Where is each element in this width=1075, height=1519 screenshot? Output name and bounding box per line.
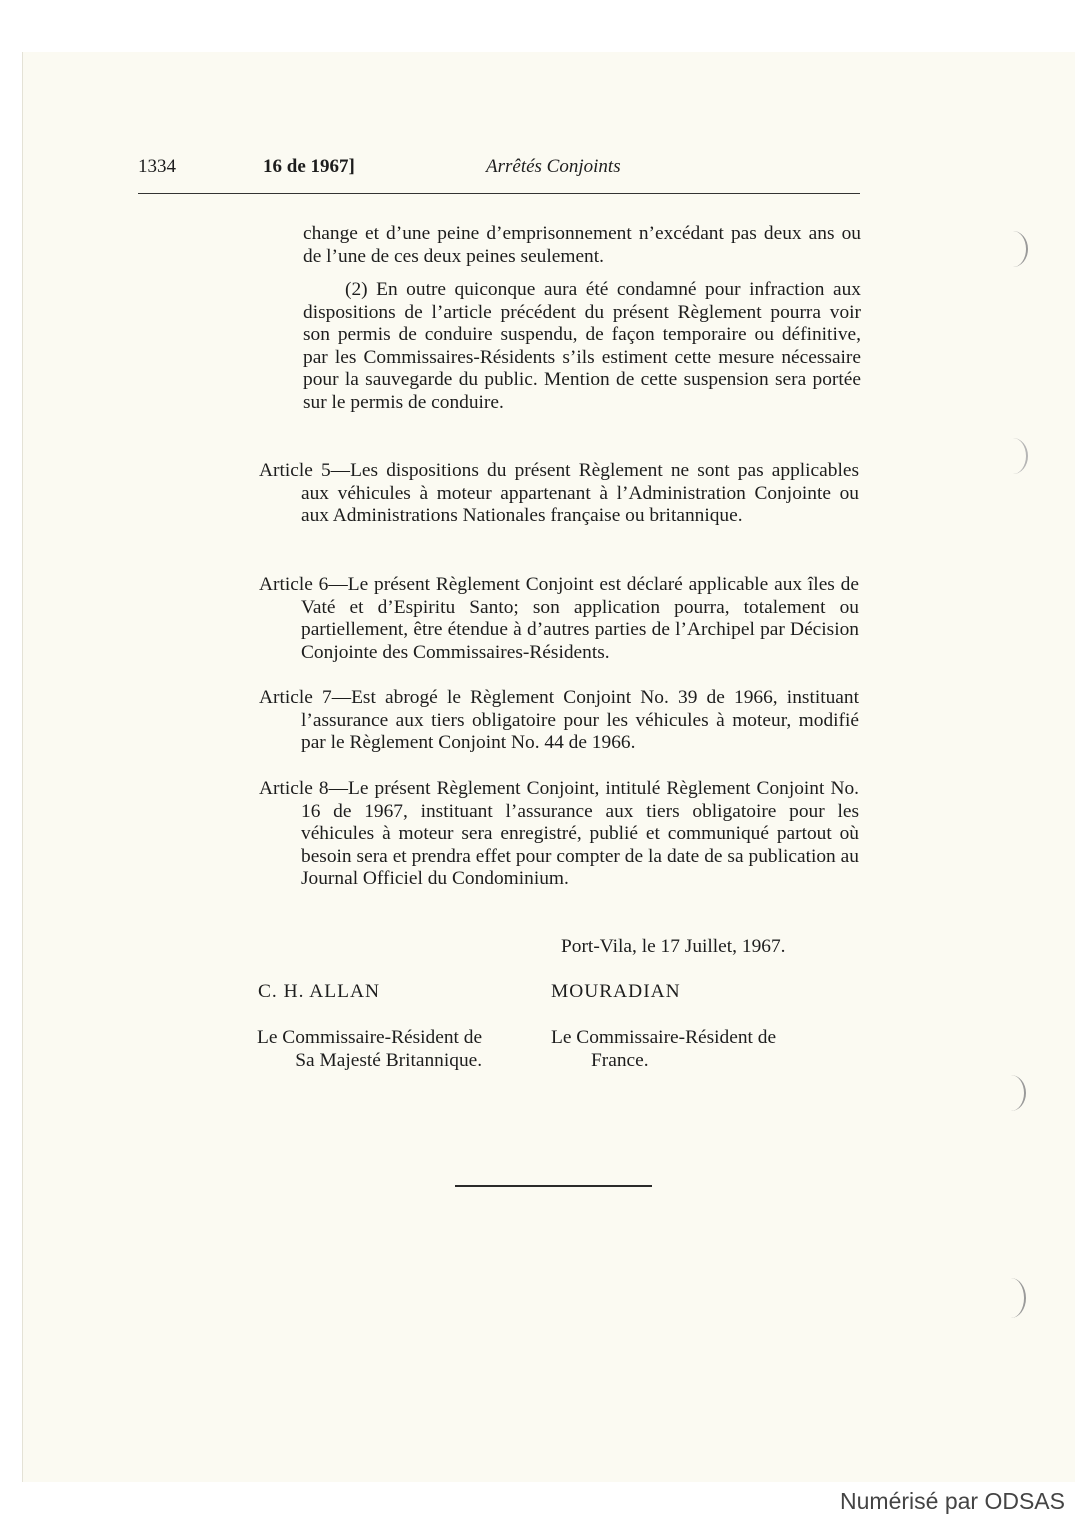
- end-rule: [455, 1185, 652, 1187]
- binder-hole: [998, 231, 1028, 267]
- header-reference: 16 de 1967]: [263, 156, 355, 177]
- article-8: Article 8—Le présent Règlement Conjoint, intitulé Règlement Conjoint No. 16 de 1967, instituant l’assurance aux tiers obligatoire pour les véhicules à moteur sera enregistré, publié et communiqué partout où besoin sera et prendra effet pour compter de la date de sa publication au Journal Officiel du Condominium.: [259, 778, 859, 889]
- paragraph-subsection-2: (2) En outre quiconque aura été condamné pour infraction aux dispositions de l’article précédent du présent Règlement pourra voir son permis de conduire suspendu, de façon temporaire ou définitive, par les Commissaires-Résidents s’ils estiment cette mesure nécessaire pour la sauvegarde du public. Mention de cette suspension sera portée sur le permis de conduire.: [303, 279, 861, 413]
- digitization-watermark: Numérisé par ODSAS: [840, 1488, 1065, 1514]
- header-rule: [138, 193, 860, 194]
- signatory-left-title-line-1: Le Commissaire-Résident de: [257, 1027, 483, 1048]
- article-6: Article 6—Le présent Règlement Conjoint est déclaré applicable aux îles de Vaté et d’Espiritu Santo; son application pourra, totalement ou partiellement, être étendue à d’autres parties de l’Archipel par Décision Conjointe des Commissaires-Résidents.: [259, 574, 859, 663]
- article-7: Article 7—Est abrogé le Règlement Conjoint No. 39 de 1966, instituant l’assurance aux tiers obligatoire pour les véhicules à moteur, modifié par le Règlement Conjoint No. 44 de 1966.: [259, 687, 859, 753]
- page-number: 1334: [138, 156, 176, 177]
- paragraph-continuation: change et d’une peine d’emprisonnement n’excédant pas deux ans ou de l’une de ces deux peines seulement.: [303, 223, 861, 267]
- signatory-right-title: [551, 1027, 776, 1072]
- signatory-right-title-line-2: France.: [591, 1049, 649, 1071]
- signatory-left-name: C. H. ALLAN: [258, 981, 380, 1002]
- signatory-left-title-line-2: Sa Majesté Britannique.: [295, 1049, 483, 1071]
- signatory-right-name: MOURADIAN: [551, 981, 681, 1002]
- signatory-right-title-line-1: Le Commissaire-Résident de: [551, 1027, 777, 1048]
- page-edge: [22, 52, 23, 1482]
- place-date: Port-Vila, le 17 Juillet, 1967.: [561, 936, 786, 957]
- binder-hole: [998, 438, 1028, 474]
- signatory-left-title: [257, 1027, 482, 1072]
- article-5: Article 5—Les dispositions du présent Règlement ne sont pas applicables aux véhicules à moteur appartenant à l’Administration Conjointe ou aux Administrations Nationales française ou britannique.: [259, 460, 859, 526]
- header-title: Arrêtés Conjoints: [486, 156, 621, 177]
- binder-hole: [996, 1278, 1026, 1318]
- binder-hole: [996, 1075, 1026, 1111]
